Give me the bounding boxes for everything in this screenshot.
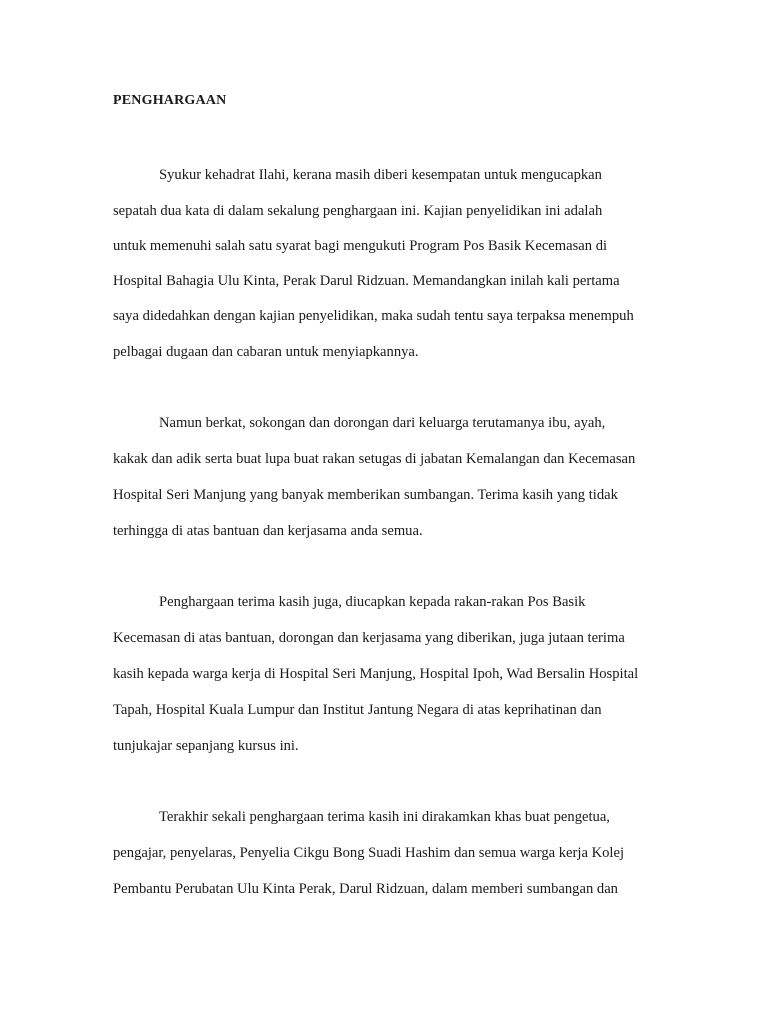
paragraph-1-line-4: Hospital Bahagia Ulu Kinta, Perak Darul Ridzuan. Memandangkan inilah kali pertama bbox=[113, 273, 620, 289]
paragraph-1-line-6: pelbagai dugaan dan cabaran untuk menyiapkannya. bbox=[113, 344, 419, 360]
paragraph-4-line-3: Pembantu Perubatan Ulu Kinta Perak, Darul Ridzuan, dalam memberi sumbangan dan bbox=[113, 881, 618, 897]
paragraph-2-line-1: Namun berkat, sokongan dan dorongan dari keluarga terutamanya ibu, ayah, bbox=[159, 415, 606, 431]
page-title: PENGHARGAAN bbox=[113, 93, 227, 108]
paragraph-1-line-2: sepatah dua kata di dalam sekalung penghargaan ini. Kajian penyelidikan ini adalah bbox=[113, 203, 603, 219]
paragraph-3-line-1: Penghargaan terima kasih juga, diucapkan kepada rakan-rakan Pos Basik bbox=[159, 594, 586, 610]
paragraph-2-line-4: terhingga di atas bantuan dan kerjasama anda semua. bbox=[113, 523, 423, 539]
paragraph-3-line-3: kasih kepada warga kerja di Hospital Seri Manjung, Hospital Ipoh, Wad Bersalin Hospital bbox=[113, 666, 639, 682]
paragraph-4-line-1: Terakhir sekali penghargaan terima kasih ini dirakamkan khas buat pengetua, bbox=[159, 809, 610, 825]
paragraph-2-line-2: kakak dan adik serta buat lupa buat rakan setugas di jabatan Kemalangan dan Kecemasan bbox=[113, 451, 636, 467]
paragraph-1-line-5: saya didedahkan dengan kajian penyelidikan, maka sudah tentu saya terpaksa menempuh bbox=[113, 308, 634, 324]
paragraph-4-line-2: pengajar, penyelaras, Penyelia Cikgu Bong Suadi Hashim dan semua warga kerja Kolej bbox=[113, 845, 625, 861]
paragraph-2-line-3: Hospital Seri Manjung yang banyak memberikan sumbangan. Terima kasih yang tidak bbox=[113, 487, 618, 503]
paragraph-3-line-5: tunjukajar sepanjang kursus ini. bbox=[113, 738, 299, 754]
paragraph-3-line-4: Tapah, Hospital Kuala Lumpur dan Institut Jantung Negara di atas keprihatinan dan bbox=[113, 702, 602, 718]
paragraph-1-line-1: Syukur kehadrat Ilahi, kerana masih diberi kesempatan untuk mengucapkan bbox=[159, 167, 602, 183]
paragraph-3-line-2: Kecemasan di atas bantuan, dorongan dan kerjasama yang diberikan, juga jutaan terima bbox=[113, 630, 625, 646]
paragraph-1-line-3: untuk memenuhi salah satu syarat bagi mengukuti Program Pos Basik Kecemasan di bbox=[113, 238, 608, 254]
